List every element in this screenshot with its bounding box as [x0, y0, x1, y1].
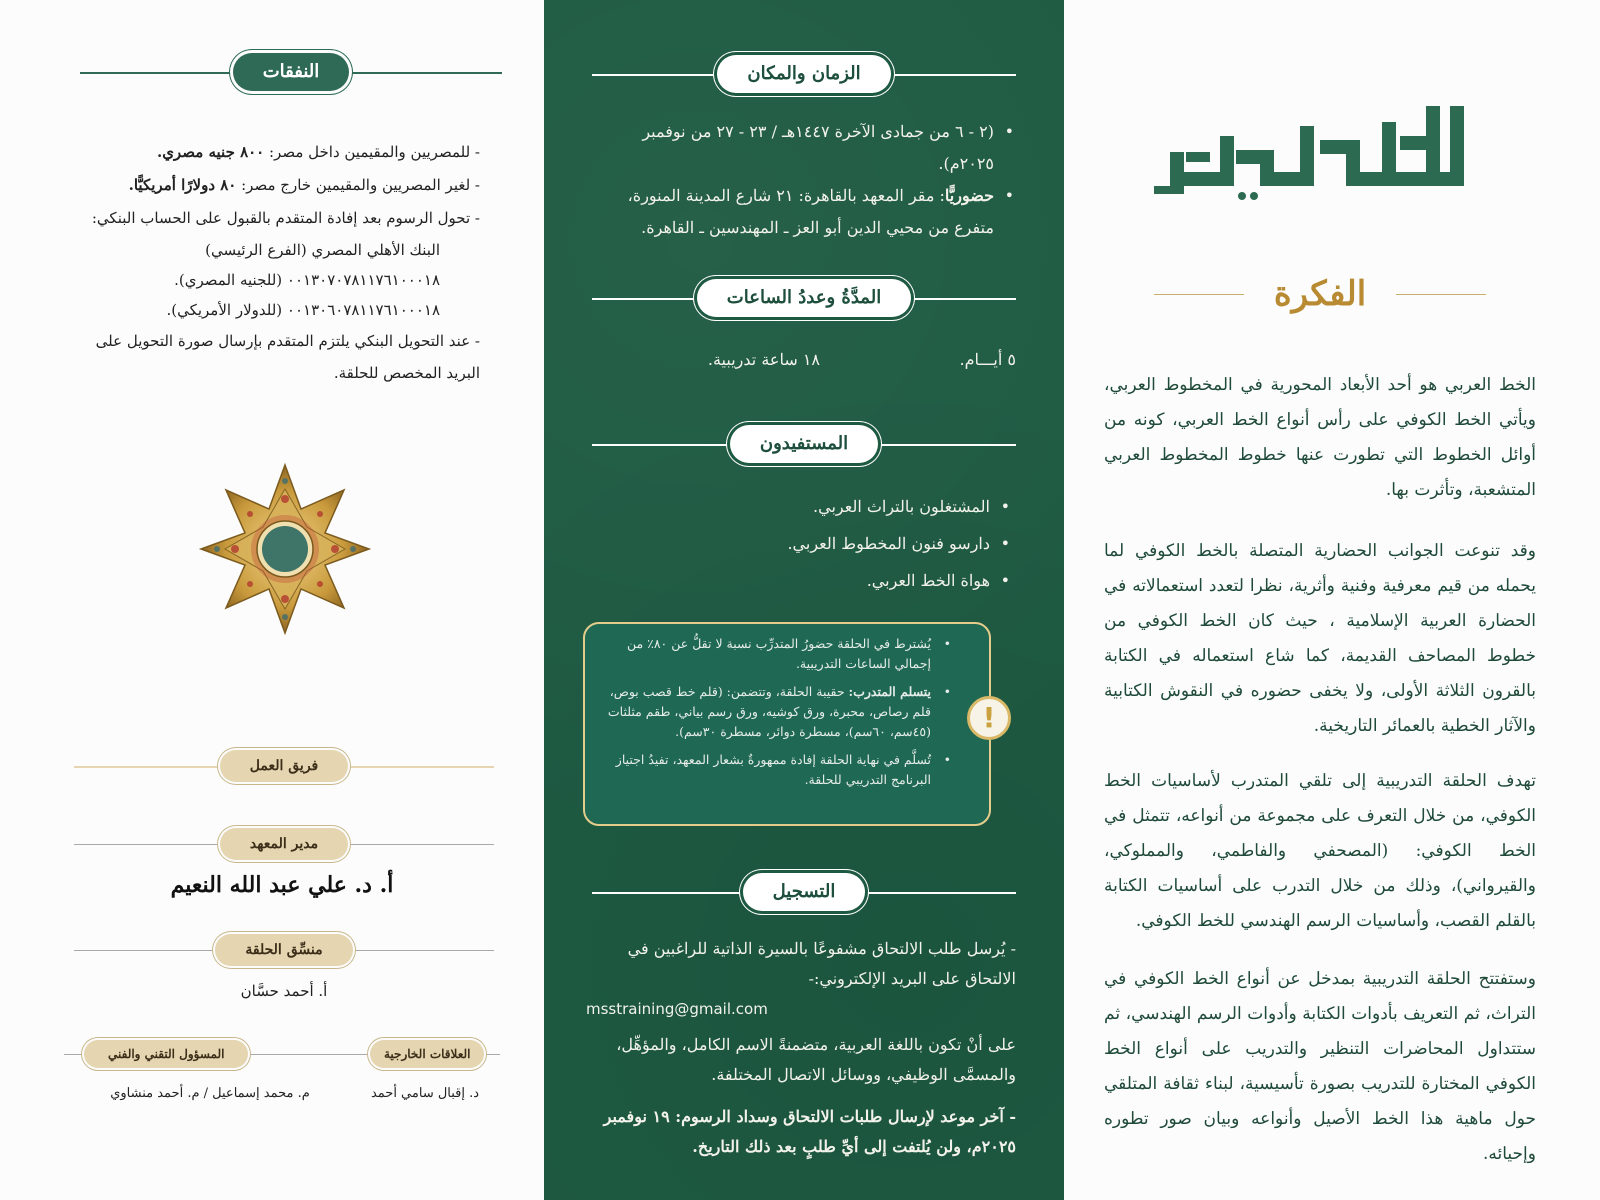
relations-title: العلاقات الخارجية	[370, 1040, 484, 1068]
date-line: • (٢ - ٦ من جمادى الآخرة ١٤٤٧هـ / ٢٣ - ٢٧ من نوفمبر ٢٠٢٥م).	[592, 116, 1016, 180]
exclamation-icon: !	[967, 696, 1011, 740]
director-title: مدير المعهد	[220, 828, 348, 860]
svg-text:الخط الكوفي: الخط الكوفي	[1317, 202, 1323, 203]
notice-item-certificate: • تُسلَّم في نهاية الحلقة إفادة ممهورةٌ بشعار المعهد، تفيدُ اجتياز البرنامج التدريبي للحلقة.	[599, 750, 953, 790]
registration-requirements: على أنْ تكون باللغة العربية، متضمنةً الاسم الكامل، والمؤهِّل، والمسمَّى الوظيفي، ووسائل الاتصال المختلفة.	[616, 1035, 1016, 1084]
fees-usd-amount: ٨٠ دولارًا أمريكيًّا.	[128, 176, 237, 194]
registration-deadline: - آخر موعد لإرسال طلبات الالتحاق وسداد الرسوم: ١٩ نوفمبر ٢٠٢٥م، ولن يُلتفت إلى أيِّ طلبٍ بعد ذلك التاريخ.	[603, 1107, 1016, 1156]
time-place-section	[592, 116, 1016, 244]
director-name: أ. د. علي عبد الله النعيم	[170, 872, 394, 898]
time-place-header	[592, 54, 1016, 94]
registration-title: التسجيل	[743, 873, 866, 911]
registration-instructions: - يُرسل طلب الالتحاق مشفوعًا بالسيرة الذاتية للراغبين في الالتحاق على البريد الإلكتروني:-	[627, 939, 1016, 988]
fees-title: النفقات	[233, 53, 350, 91]
duration-days: ٥ أيـــام.	[959, 350, 1016, 369]
fees-transfer-note: - تحول الرسوم بعد إفادة المتقدم بالقبول على الحساب البنكي:	[91, 209, 480, 227]
fees-egyptians: - للمصريين والمقيمين داخل مصر: ٨٠٠ جنيه مصري.	[156, 143, 480, 161]
team-header	[74, 746, 494, 786]
fees-egp-amount: ٨٠٠ جنيه مصري.	[156, 143, 265, 161]
beneficiaries-list	[592, 488, 1012, 599]
fees-foreigners: - لغير المصريين والمقيمين خارج مصر: ٨٠ دولارًا أمريكيًّا.	[128, 176, 480, 194]
notice-item-attendance: • يُشترط في الحلقة حضورُ المتدرِّب نسبة لا تقلُّ عن ٨٠٪ من إجمالي الساعات التدريبية.	[599, 634, 953, 674]
notice-list	[599, 634, 953, 790]
fees-header	[80, 52, 502, 92]
list-item: • المشتغلون بالتراث العربي.	[592, 488, 1012, 525]
idea-paragraph-4: وستفتتح الحلقة التدريبية بمدخل عن أنواع الخط الكوفي في التراث، ثم التعريف بأدوات الكتابة وأدوات الرسم الهندسي، ثم ستتداول المحاضرات التنظير والتدريب على أنواع الخط الكوفي المختارة للتدريب بصورة تأسيسية، لبناء ثقافة المتلقي حول ماهية هذا الخط الأصيل وأنواعه وبيان صور تطوره وإحيائه.	[1104, 969, 1536, 1164]
registration-header	[592, 872, 1016, 912]
duration-title: المدَّةُ وعددُ الساعات	[697, 279, 911, 317]
idea-paragraph-2: وقد تنوعت الجوانب الحضارية المتصلة بالخط الكوفي لما يحمله من قيم معرفية وفنية وأثرية، نظرا لتعدد استعمالاته في الحضارة العربية الإسلامية ، حيث كان الخط الكوفي من خطوط المصاحف القديمة، كما شاع استعماله في الكتابة بالقرون الثلاثة الأولى، ولا يخفى حضوره في النقوش الكتابية والآثار الخطية بالعمائر التاريخية.	[1104, 541, 1536, 736]
team-title: فريق العمل	[220, 750, 348, 782]
director-header	[74, 824, 494, 864]
idea-title: الفكرة	[1273, 274, 1367, 314]
time-place-title: الزمان والمكان	[717, 55, 890, 93]
beneficiaries-title: المستفيدون	[730, 425, 878, 463]
list-item: • دارسو فنون المخطوط العربي.	[592, 525, 1012, 562]
tech-names: م. محمد إسماعيل / م. أحمد منشاوي	[110, 1086, 310, 1101]
idea-paragraph-1: الخط العربي هو أحد الأبعاد المحورية في المخطوط العربي، ويأتي الخط الكوفي على رأس أنواع الخط العربي، كونه من أوائل الخطوط التي تطورت عنها خطوط المخطوط العربي المتشعبة، وتأثرت بها.	[1104, 375, 1536, 500]
beneficiaries-section	[592, 488, 1012, 599]
coordinator-name: أ. أحمد حسَّان	[240, 982, 328, 1000]
idea-paragraph-3: تهدف الحلقة التدريبية إلى تلقي المتدرب لأساسيات الخط الكوفي، من خلال التعرف على مجموعة من أنواعه، تتمثل في الخط الكوفي: (المصحفي والفاطمي، والمملوكي، والقيرواني)، وذلك من خلال التدرب على أساسيات الكتابة بالقلم القصب، وأساسيات الرسم الهندسي للخط الكوفي.	[1104, 771, 1536, 931]
idea-header	[1150, 270, 1490, 320]
kufic-logo	[1150, 96, 1490, 206]
staff-header	[64, 1036, 500, 1072]
list-item: • هواة الخط العربي.	[592, 562, 1012, 599]
beneficiaries-header	[592, 424, 1016, 464]
relations-name: د. إقبال سامي أحمد	[370, 1086, 480, 1101]
bank-name: البنك الأهلي المصري (الفرع الرئيسي)	[205, 241, 440, 259]
left-panel	[0, 0, 544, 1200]
duration-header	[592, 278, 1016, 318]
tech-title: المسؤول التقني والفني	[84, 1040, 248, 1068]
duration-hours: ١٨ ساعة تدريبية.	[707, 350, 820, 369]
notice-box	[583, 622, 996, 826]
venue-line: • حضوريًّا: مقر المعهد بالقاهرة: ٢١ شارع المدينة المنورة، متفرع من محيي الدين أبو العز ـ المهندسين ـ القاهرة.	[592, 180, 1016, 244]
registration-email-link[interactable]: msstraining@gmail.com	[586, 1000, 768, 1018]
ornament-rosette-icon	[198, 462, 372, 636]
coordinator-header	[74, 930, 494, 970]
time-place-list	[592, 116, 1016, 244]
notice-item-kit: • يتسلم المتدرب: حقيبة الحلقة، وتتضمن: (قلم خط قصب بوص، قلم رصاص، محبرة، ورق كوشيه، ورق رسم بياني، طقم مثلثات (٤٥سم، ٦٠سم)، مسطرة دوائر، مسطرة ٣٠سم).	[599, 682, 953, 742]
notice-body	[599, 634, 953, 798]
registration-section	[586, 934, 1016, 1162]
fees-section	[62, 136, 480, 389]
bank-account-egp: ٠٠١٣٠٧٠٧٨١١٧٦١٠٠٠١٨ (للجنيه المصري).	[174, 271, 440, 289]
bank-account-usd: ٠٠١٣٠٦٠٧٨١١٧٦١٠٠٠١٨ (للدولار الأمريكي).	[166, 301, 440, 319]
coordinator-title: منسِّق الحلقة	[215, 934, 352, 966]
fees-transfer-proof-note: - عند التحويل البنكي يلتزم المتقدم بإرسال صورة التحويل على البريد المخصص للحلقة.	[95, 332, 480, 382]
